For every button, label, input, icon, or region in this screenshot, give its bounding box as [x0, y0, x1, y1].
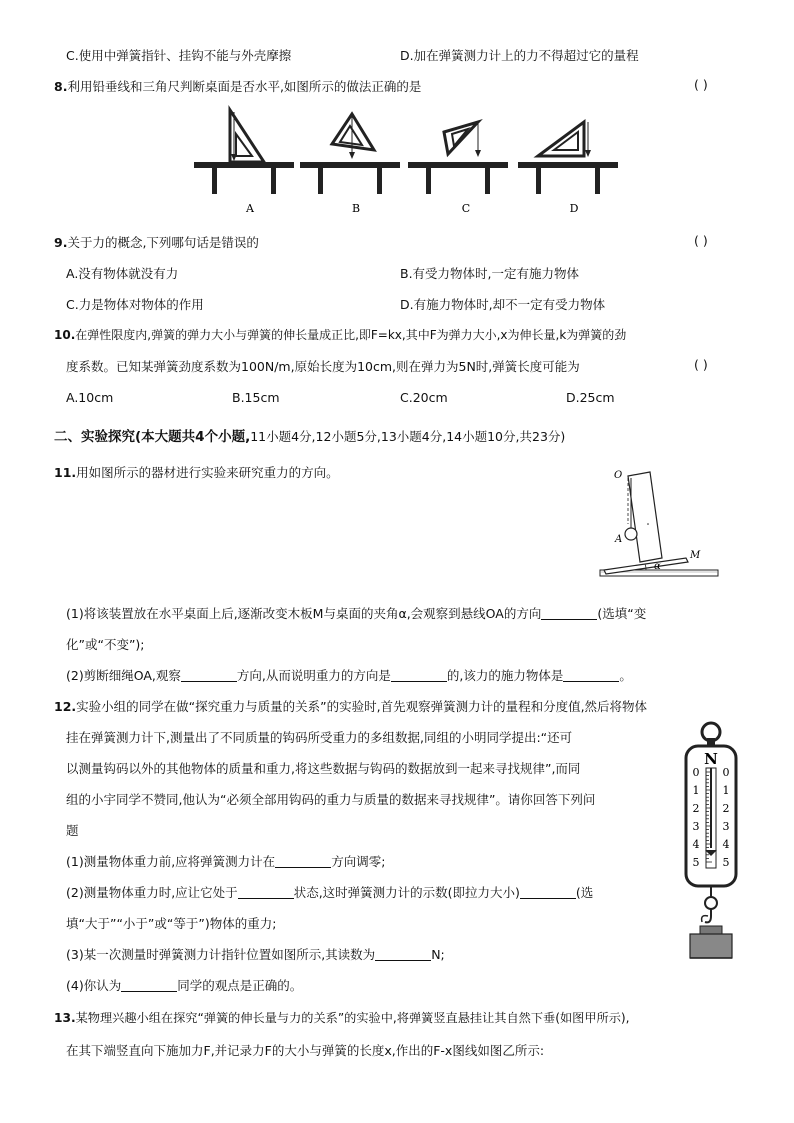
- q11-part2-text-c: 的,该力的施力物体是: [446, 668, 564, 683]
- scale-label-l-1: 1: [692, 784, 700, 797]
- q12-blank-2[interactable]: [238, 886, 294, 899]
- q12-blank-1[interactable]: [275, 855, 331, 868]
- q10-text-line2: 度系数。已知某弹簧劲度系数为100N/m,原始长度为10cm,则在弹力为5N时,弹簧长度可能为: [66, 359, 580, 374]
- q12-text-line1: 实验小组的同学在做“探究重力与质量的关系”的实验时,首先观察弹簧测力计的量程和分度值,然后将物体: [76, 699, 648, 714]
- q10-option-c: C.20cm: [400, 390, 448, 405]
- section-2-title: 二、实验探究(本大题共4个小题,: [54, 429, 251, 445]
- q13-text-line2: 在其下端竖直向下施加力F,并记录力F的大小与弹簧的长度x,作出的F-x图线如图乙所示:: [66, 1043, 545, 1058]
- q9-option-c: C.力是物体对物体的作用: [66, 297, 204, 312]
- q12-step1-text-b: 方向调零;: [331, 854, 386, 869]
- q10-stem-line1: [54, 326, 626, 343]
- q13-number: 13.: [54, 1011, 76, 1025]
- q8-label-b: B: [351, 202, 361, 215]
- q11-part1-text: (1)将该装置放在水平桌面上后,逐渐改变木板M与桌面的夹角α,会观察到悬线OA的方向: [66, 606, 542, 621]
- q10-option-d: D.25cm: [566, 390, 615, 405]
- q12-blank-4[interactable]: [375, 948, 431, 961]
- q8-figure: [186, 104, 618, 216]
- scale-label-l-0: 0: [692, 766, 700, 779]
- q11-blank-3[interactable]: [391, 669, 447, 682]
- q11-part1-line1: [66, 604, 646, 622]
- scale-label-r-1: 1: [722, 784, 730, 797]
- q11-part1-hint: (选填“变: [597, 606, 647, 621]
- q12-step2-text-b: 状态,这时弹簧测力计的示数(即拉力大小): [293, 885, 520, 900]
- q11-number: 11.: [54, 465, 77, 480]
- q12-step2-line2: 填“大于”“小于”或“等于”)物体的重力;: [66, 916, 277, 931]
- q12-text-line2: 挂在弹簧测力计下,测量出了不同质量的钩码所受重力的多组数据,同组的小明同学提出:“还可: [66, 730, 573, 745]
- q11-part2-text-a: (2)剪断细绳OA,观察: [66, 668, 181, 683]
- q11-label-a: A: [615, 534, 623, 545]
- q9-option-a: A.没有物体就没有力: [66, 266, 179, 281]
- q11-blank-1[interactable]: [541, 607, 597, 620]
- q7-option-c: C.使用中弹簧指针、挂钩不能与外壳摩擦: [66, 48, 292, 63]
- q11-label-o: O: [614, 470, 623, 481]
- q10-number: 10.: [54, 328, 76, 342]
- q11-figure: [598, 466, 720, 582]
- q11-part2-line: [66, 666, 632, 684]
- q12-step3-text-b: N;: [431, 947, 445, 962]
- q12-blank-5[interactable]: [121, 979, 177, 992]
- q12-step4-text-a: (4)你认为: [66, 978, 122, 993]
- q9-stem: [54, 233, 259, 251]
- q13-stem-line1: [54, 1009, 630, 1026]
- q12-text-line3: 以测量钩码以外的其他物体的质量和重力,将这些数据与钩码的数据放到一起来寻找规律”,而同: [66, 761, 581, 776]
- q11-part1-line2: 化”或“不变”);: [66, 637, 145, 652]
- q11-stem: [54, 463, 339, 481]
- q12-text-line5: 题: [66, 823, 79, 838]
- q9-option-d: D.有施力物体时,却不一定有受力物体: [400, 297, 606, 312]
- q12-step3-text-a: (3)某一次测量时弹簧测力计指针位置如图所示,其读数为: [66, 947, 376, 962]
- q12-blank-3[interactable]: [520, 886, 576, 899]
- table-b: [300, 114, 400, 194]
- q12-step1-text-a: (1)测量物体重力前,应将弹簧测力计在: [66, 854, 276, 869]
- scale-label-r-0: 0: [722, 766, 730, 779]
- q8-answer-bracket: ( ): [694, 77, 708, 92]
- q11-text: 用如图所示的器材进行实验来研究重力的方向。: [76, 465, 339, 480]
- scale-label-l-2: 2: [692, 802, 700, 815]
- q7-option-d: D.加在弹簧测力计上的力不得超过它的量程: [400, 48, 639, 63]
- table-d: [518, 122, 618, 194]
- q8-label-a: A: [246, 202, 254, 215]
- q10-answer-bracket: ( ): [694, 357, 708, 372]
- scale-label-r-5: 5: [722, 856, 730, 869]
- q8-stem: [54, 77, 421, 95]
- q11-label-m: M: [690, 550, 701, 561]
- q10-text-line1: 在弹性限度内,弹簧的弹力大小与弹簧的伸长量成正比,即F=kx,其中F为弹力大小,x为伸长量,k为弹簧的劲: [75, 328, 627, 342]
- q12-step2-line1: [66, 883, 593, 901]
- spring-scale-figure: [676, 720, 746, 974]
- q11-part2-text-d: 。: [619, 668, 632, 683]
- q12-step1: [66, 852, 385, 870]
- q11-blank-2[interactable]: [181, 669, 237, 682]
- q8-label-c: C: [461, 202, 471, 215]
- q13-text-line1: 某物理兴趣小组在探究“弹簧的伸长量与力的关系”的实验中,将弹簧竖直悬挂让其自然下垂(如图甲所示),: [75, 1011, 630, 1025]
- q11-part2-text-b: 方向,从而说明重力的方向是: [236, 668, 391, 683]
- q12-step4: [66, 976, 302, 994]
- q12-stem-line1: [54, 697, 647, 715]
- q12-step3: [66, 945, 445, 963]
- scale-unit-label: N: [704, 750, 718, 768]
- section-2-detail: 11小题4分,12小题5分,13小题4分,14小题10分,共23分): [250, 429, 566, 444]
- q8-text: 利用铅垂线和三角尺判断桌面是否水平,如图所示的做法正确的是: [67, 79, 422, 94]
- q8-number: 8.: [54, 79, 68, 94]
- q8-label-d: D: [569, 202, 579, 215]
- scale-label-r-4: 4: [722, 838, 730, 851]
- scale-label-l-4: 4: [692, 838, 700, 851]
- table-a: [194, 110, 294, 194]
- q9-number: 9.: [54, 235, 68, 250]
- q12-step2-text-a: (2)测量物体重力时,应让它处于: [66, 885, 238, 900]
- q10-option-b: B.15cm: [232, 390, 280, 405]
- q12-step2-text-c: (选: [575, 885, 594, 900]
- scale-label-l-5: 5: [692, 856, 700, 869]
- q12-step4-text-b: 同学的观点是正确的。: [177, 978, 303, 993]
- q9-option-b: B.有受力物体时,一定有施力物体: [400, 266, 580, 281]
- scale-label-l-3: 3: [692, 820, 700, 833]
- q11-blank-4[interactable]: [563, 669, 619, 682]
- scale-label-r-2: 2: [722, 802, 730, 815]
- section-2-heading: [54, 425, 565, 445]
- q10-option-a: A.10cm: [66, 390, 114, 405]
- scale-label-r-3: 3: [722, 820, 730, 833]
- q11-label-alpha: α: [654, 561, 661, 572]
- q9-answer-bracket: ( ): [694, 233, 708, 248]
- q12-text-line4: 组的小宇同学不赞同,他认为“必须全部用钩码的重力与质量的数据来寻找规律”。请你回答下列问: [66, 792, 596, 807]
- q9-text: 关于力的概念,下列哪句话是错误的: [67, 235, 259, 250]
- table-c: [408, 122, 508, 194]
- q12-number: 12.: [54, 699, 77, 714]
